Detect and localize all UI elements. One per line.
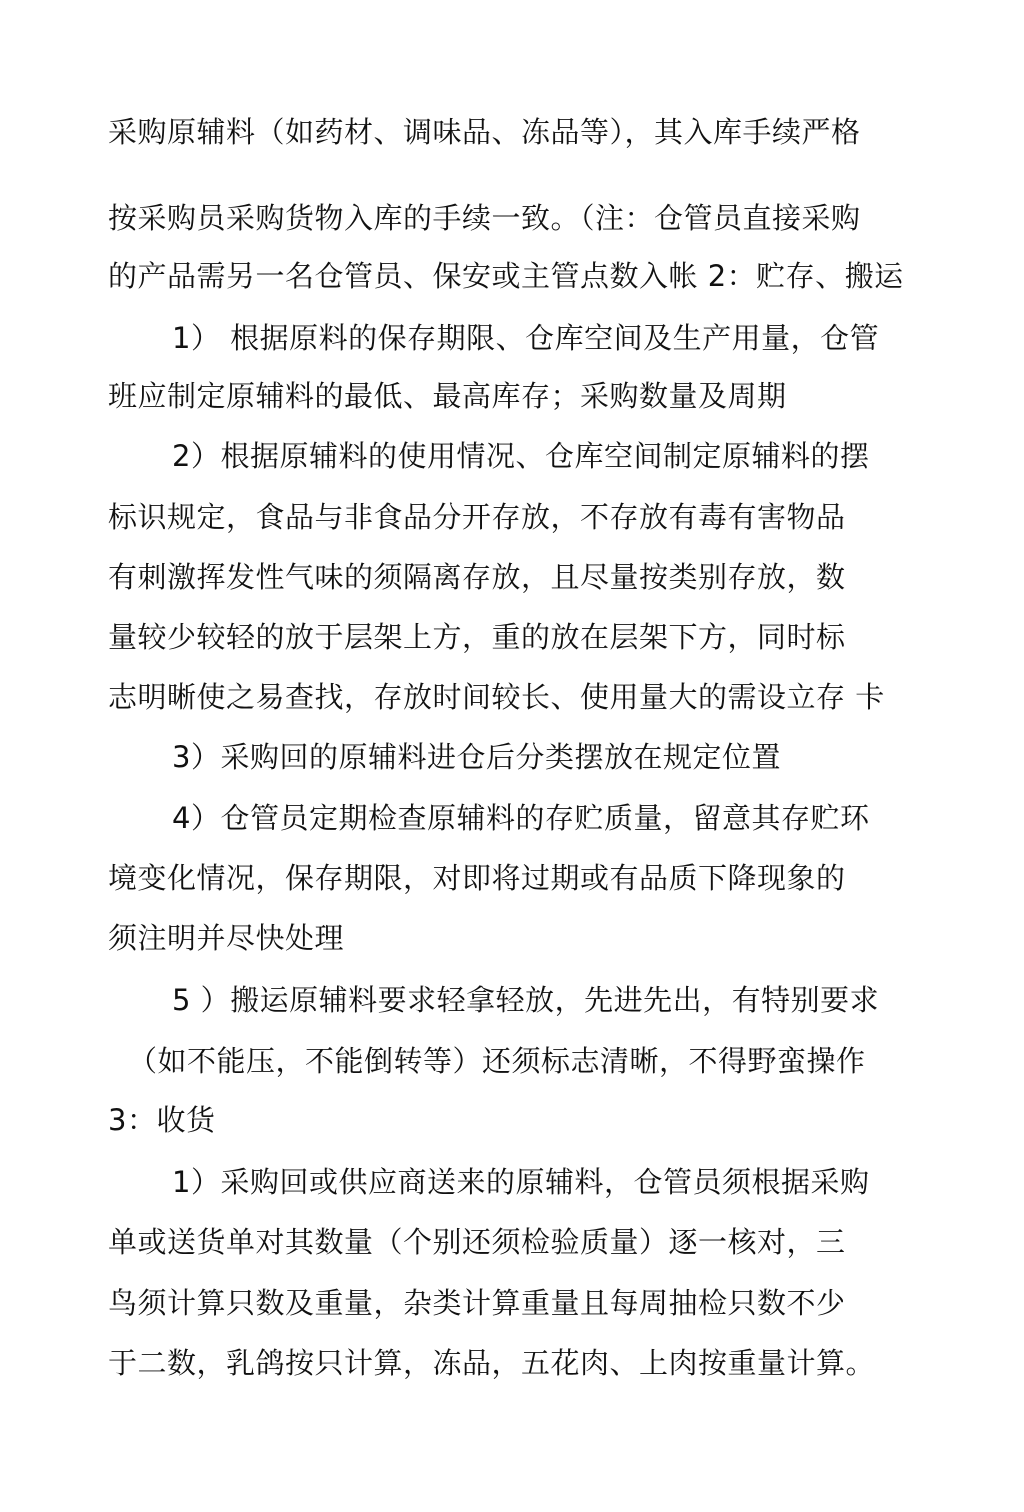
text-line: 鸟须计算只数及重量，杂类计算重量且每周抽检只数不少 [108, 1286, 846, 1320]
text-line: 于二数，乳鸽按只计算，冻品，五花肉、上肉按重量计算。 [108, 1346, 876, 1380]
text-line: 标识规定，食品与非食品分开存放，不存放有毒有害物品 [108, 500, 846, 534]
text-line: （如不能压，不能倒转等）还须标志清晰，不得野蛮操作 [128, 1044, 866, 1078]
text-line: 1）采购回或供应商送来的原辅料，仓管员须根据采购 [172, 1165, 870, 1199]
text-line: 须注明并尽快处理 [108, 921, 345, 955]
section-heading: 3：收货 [108, 1103, 216, 1137]
text-line: 采购原辅料（如药材、调味品、冻品等），其入库手续严格 [108, 115, 861, 149]
text-line: 志明晰使之易查找，存放时间较长、使用量大的需设立存 卡 [108, 680, 885, 714]
text-line: 的产品需另一名仓管员、保安或主管点数入帐 2：贮存、搬运 [108, 259, 904, 293]
text-line: 有刺激挥发性气味的须隔离存放，且尽量按类别存放，数 [108, 560, 846, 594]
text-line: 量较少较轻的放于层架上方，重的放在层架下方，同时标 [108, 620, 846, 654]
text-line: 班应制定原辅料的最低、最高库存；采购数量及周期 [108, 379, 787, 413]
text-line: 5 ）搬运原辅料要求轻拿轻放，先进先出，有特别要求 [172, 983, 880, 1017]
text-line: 4）仓管员定期检查原辅料的存贮质量，留意其存贮环 [172, 801, 870, 835]
text-line: 单或送货单对其数量（个别还须检验质量）逐一核对，三 [108, 1225, 846, 1259]
text-line: 境变化情况，保存期限，对即将过期或有品质下降现象的 [108, 861, 846, 895]
text-line: 按采购员采购货物入库的手续一致。（注：仓管员直接采购 [108, 201, 861, 235]
text-line: 1） 根据原料的保存期限、仓库空间及生产用量，仓管 [172, 321, 880, 355]
text-line: 2）根据原辅料的使用情况、仓库空间制定原辅料的摆 [172, 439, 870, 473]
text-line: 3）采购回的原辅料进仓后分类摆放在规定位置 [172, 740, 781, 774]
